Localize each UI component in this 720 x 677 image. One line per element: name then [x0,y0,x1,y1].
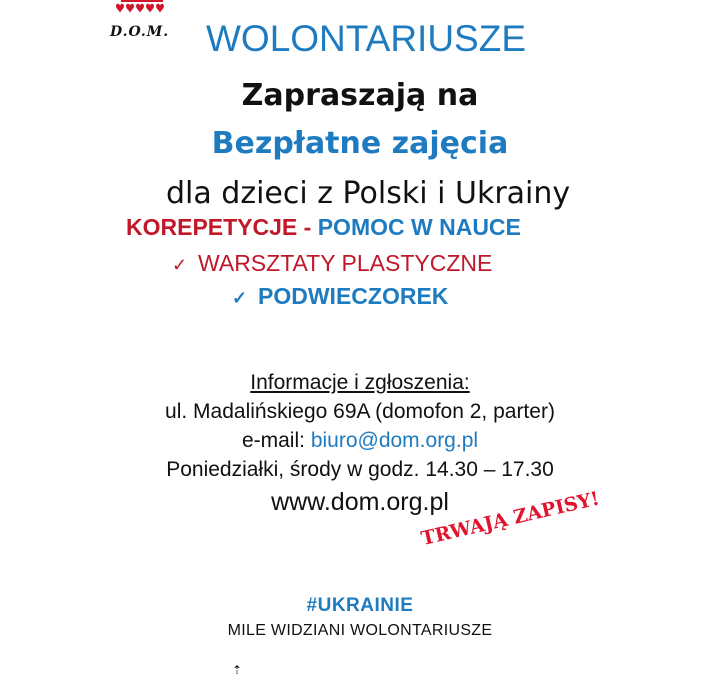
offer-headline [126,214,521,241]
checkmark-icon: ✓ [232,288,248,308]
website-link[interactable]: www.dom.org.pl [271,488,449,516]
checkmark-icon: ✓ [172,255,188,275]
email-line [0,429,720,453]
info-heading: Informacje i zgłoszenia: [250,371,470,394]
email-link[interactable]: biuro@dom.org.pl [310,429,479,452]
address-line: ul. Madalińskiego 69A (domofon 2, parter) [165,400,555,423]
audience-line: dla dzieci z Polski i Ukrainy [166,176,571,211]
offer-part1: KOREPETYCJE - [126,214,318,240]
offer-item [172,250,492,277]
free-classes-line: Bezpłatne zajęcia [211,126,509,161]
volunteers-welcome: MILE WIDZIANI WOLONTARIUSZE [227,622,493,639]
page-title: WOLONTARIUSZE [206,18,526,59]
offer-item-label: WARSZTATY PLASTYCZNE [198,250,493,276]
offer-item [232,283,448,310]
hours-line: Poniedziałki, środy w godz. 14.30 – 17.30 [166,458,554,481]
invite-line: Zapraszają na [241,78,479,113]
offer-item-label: PODWIECZOREK [258,283,449,309]
email-label: e-mail: [241,429,311,452]
footer-arrow-icon: ⇡ [232,663,243,677]
offer-part2: POMOC W NAUCE [317,214,521,240]
logo-hearts [112,0,172,20]
hashtag: #UKRAINIE [306,595,414,616]
logo-text: D.O.M. [110,24,170,40]
enrollment-stamp: TRWAJĄ ZAPISY! [419,487,602,550]
